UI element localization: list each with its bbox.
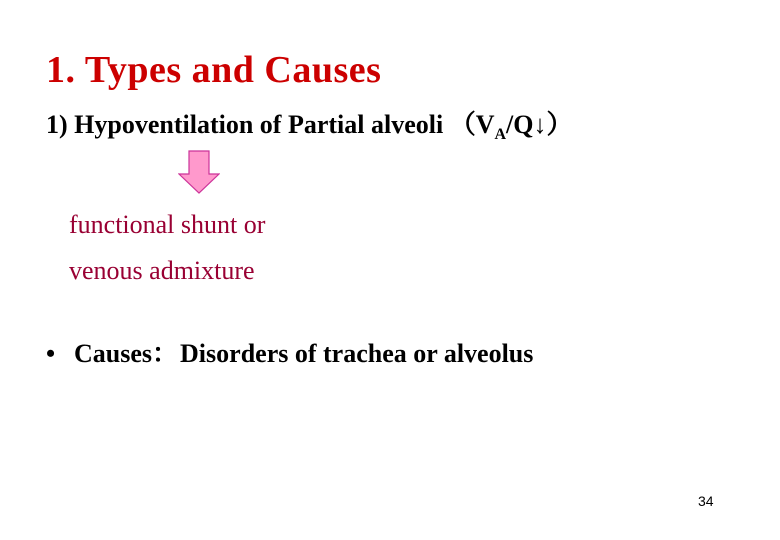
explanation-line: venous admixture (69, 256, 255, 285)
slide-title: 1. Types and Causes (46, 49, 382, 91)
subtitle-paren-open: （ (449, 110, 476, 139)
explanation-text (69, 202, 265, 294)
causes-label: Causes (74, 339, 153, 368)
ratio-rest: /Q↓ (506, 110, 547, 139)
down-arrow-icon (178, 150, 220, 194)
explanation-line: functional shunt or (69, 210, 266, 239)
causes-bullet (46, 340, 533, 369)
bullet-icon: • (46, 339, 56, 368)
subtitle-prefix: 1) Hypoventilation of Partial alveoli (46, 110, 450, 139)
page-number: 34 (698, 493, 714, 509)
ventilation-symbol: V (475, 110, 495, 139)
subtitle (46, 111, 573, 144)
subtitle-paren-close: ） (546, 110, 573, 139)
ventilation-subscript: A (494, 126, 507, 143)
causes-colon: ： (152, 339, 179, 368)
causes-text: Disorders of trachea or alveolus (180, 339, 534, 368)
